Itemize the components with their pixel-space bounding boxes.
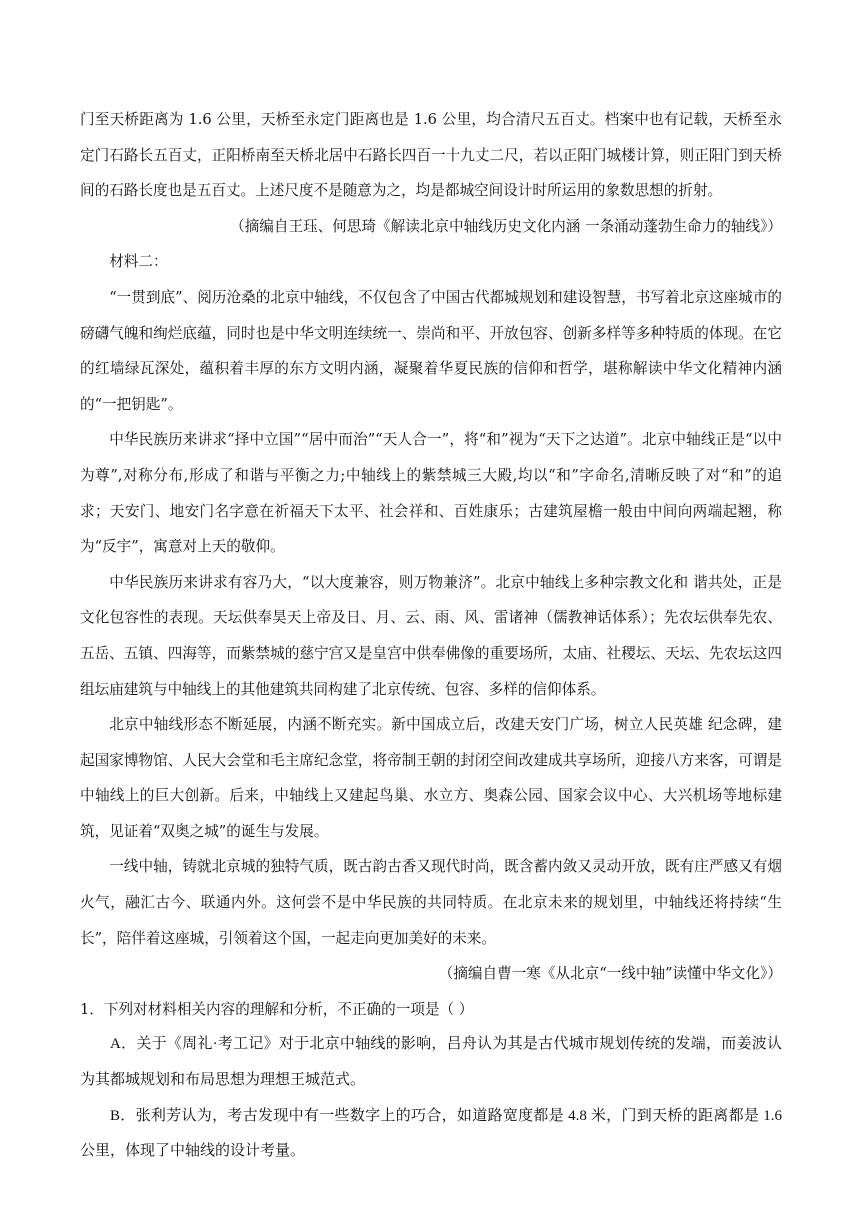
document-body [80,102,782,1170]
question-option-a: A．关于《周礼·考工记》对于北京中轴线的影响，吕舟认为其是古代城市规划传统的发端，而姜波认为其都城规划和布局思想为理想王城范式。 [80,1036,782,1089]
source-citation-2: （摘编自曹一寒《从北京“一线中轴”读懂中华文化》） [438,965,782,983]
material2-paragraph: “一贯到底”、阅历沧桑的北京中轴线，不仅包含了中国古代都城规划和建设智慧，书写着北京这座城市的磅礴气魄和绚烂底蕴，同时也是中华文明连续统一、崇尚和平、开放包容、创新多样等多种特质的体现。在它的红墙绿瓦深处，蕴积着丰厚的东方文明内涵，凝聚着华夏民族的信仰和哲学，堪称解读中华文化精神内涵的“一把钥匙”。 [80,288,782,413]
material2-paragraph: 中华民族历来讲求“择中立国”“居中而治”“天人合一”，将“和”视为“天下之达道”。北京中轴线正是“以中为尊”,对称分布,形成了和谐与平衡之力;中轴线上的紫禁城三大殿,均以“和”字命名,清晰反映了对“和”的追求；天安门、地安门名字意在祈福天下太平、社会祥和、百姓康乐；古建筑屋檐一般由中间向两端起翘，称为“反宇”，寓意对上天的敬仰。 [80,431,782,556]
question-option-b: B．张利芳认为，考古发现中有一些数字上的巧合，如道路宽度都是 4.8 米，门到天桥的距离都是 1.6 公里，体现了中轴线的设计考量。 [80,1107,782,1160]
source-citation-1: （摘编自王珏、何思琦《解读北京中轴线历史文化内涵 一条涌动蓬勃生命力的轴线》） [230,217,782,235]
material1-tail-paragraph: 门至天桥距离为 1.6 公里，天桥至永定门距离也是 1.6 公里，均合清尺五百丈。档案中也有记载，天桥至永定门石路长五百丈，正阳桥南至天桥北居中石路长四百一十九丈二尺，若以正阳门城楼计算，则正阳门到天桥间的石路长度也是五百丈。上述尺度不是随意为之，均是都城空间设计时所运用的象数思想的折射。 [80,111,782,200]
material2-paragraph: 一线中轴，铸就北京城的独特气质，既古韵古香又现代时尚，既含蓄内敛又灵动开放，既有庄严感又有烟火气，融汇古今、联通内外。这何尝不是中华民族的共同特质。在北京未来的规划里，中轴线还将持续“生长”，陪伴着这座城，引领着这个国，一起走向更加美好的未来。 [80,858,782,947]
material2-paragraph: 北京中轴线形态不断延展，内涵不断充实。新中国成立后，改建天安门广场，树立人民英雄 纪念碑，建起国家博物馆、人民大会堂和毛主席纪念堂，将帝制王朝的封闭空间改建成共享场所，迎接八方来客，可谓是中轴线上的巨大创新。后来，中轴线上又建起鸟巢、水立方、奥森公园、国家会议中心、大兴机场等地标建筑，见证着“双奥之城”的诞生与发展。 [80,716,782,840]
material2-label: 材料二： [109,253,168,271]
question-stem: 1．下列对材料相关内容的理解和分析，不正确的一项是（ ） [80,1000,474,1018]
material2-paragraph: 中华民族历来讲求有容乃大，“以大度兼容，则万物兼济”。北京中轴线上多种宗教文化和 谐共处，正是文化包容性的表现。天坛供奉昊天上帝及日、月、云、雨、风、雷诸神（儒教神话体系）；先农坛供奉先农、五岳、五镇、四海等，而紫禁城的慈宁宫又是皇宫中供奉佛像的重要场所，太庙、社稷坛、天坛、先农坛这四组坛庙建筑与中轴线上的其他建筑共同构建了北京传统、包容、多样的信仰体系。 [80,573,782,698]
